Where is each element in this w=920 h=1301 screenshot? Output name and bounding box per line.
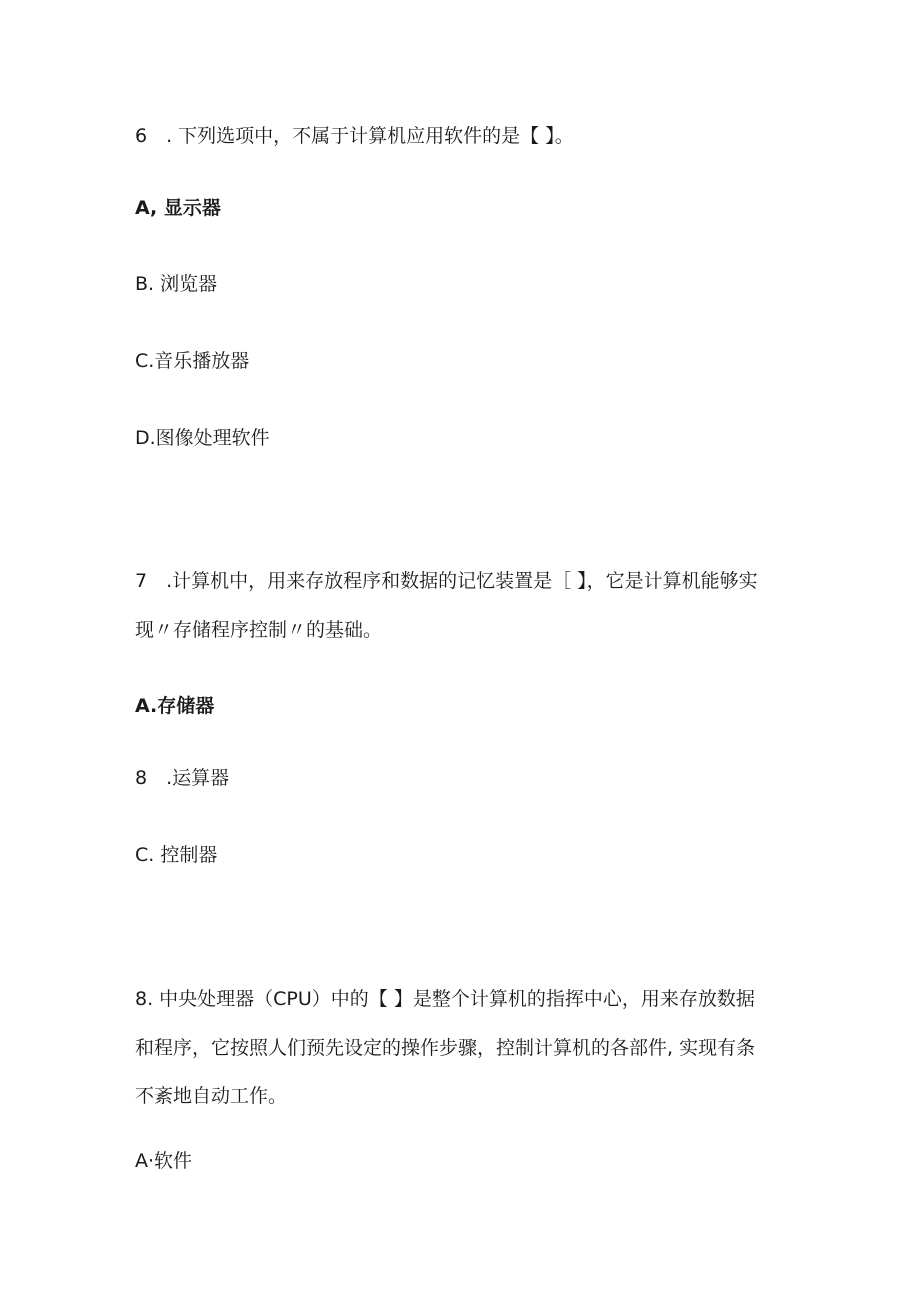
question-7-option-b: 8 .运算器 <box>135 767 230 789</box>
question-6-option-c: C.音乐播放器 <box>135 350 250 372</box>
question-8-stem-line-2: 和程序，它按照人们预先设定的操作步骤，控制计算机的各部件, 实现有条 <box>135 1037 756 1059</box>
question-6-option-b: B. 浏览器 <box>135 273 218 295</box>
question-8-option-a: A·软件 <box>135 1150 193 1172</box>
question-6-stem: 6 . 下列选项中，不属于计算机应用软件的是【 】。 <box>135 125 574 147</box>
question-7-stem-line-1: 7 .计算机中，用来存放程序和数据的记忆装置是［ 】，它是计算机能够实 <box>135 570 758 592</box>
question-7-option-a: A.存储器 <box>135 695 215 717</box>
question-7-option-c: C. 控制器 <box>135 844 218 866</box>
question-7-stem-line-2: 现〃存储程序控制〃的基础。 <box>135 619 383 641</box>
question-6-option-d: D.图像处理软件 <box>135 427 270 449</box>
question-8-stem-line-1: 8. 中央处理器（CPU）中的【 】是整个计算机的指挥中心，用来存放数据 <box>135 988 755 1010</box>
question-6-option-a: A, 显示器 <box>135 197 221 219</box>
question-8-stem-line-3: 不紊地自动工作。 <box>135 1085 288 1107</box>
